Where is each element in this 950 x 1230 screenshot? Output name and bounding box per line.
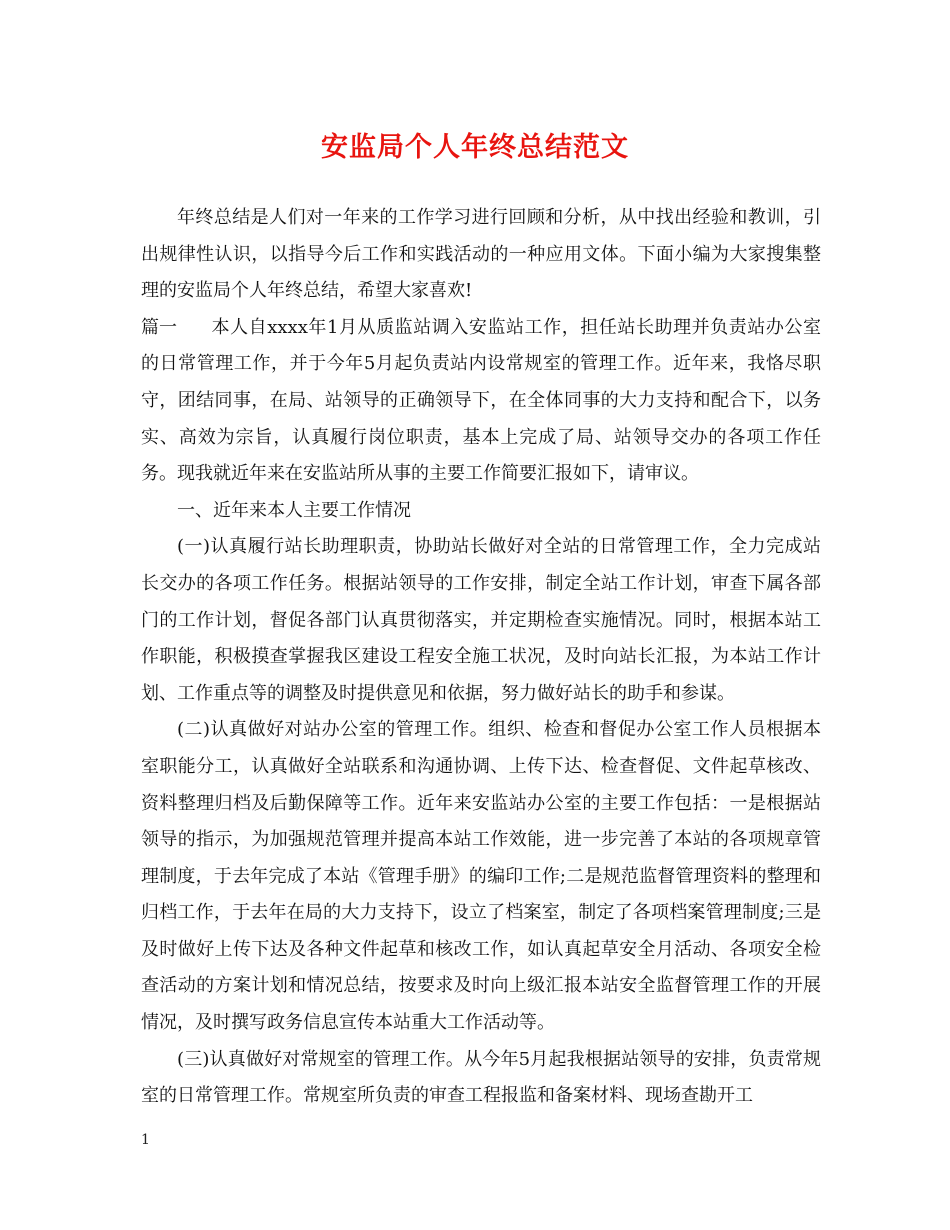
section-heading: 一、近年来本人主要工作情况 <box>177 499 411 521</box>
page-number: 1 <box>141 1132 150 1148</box>
section-text: 本人自xxxx年1月从质监站调入安监站工作，担任站长助理并负责站办公室的日常管理工作，并于今年5月起负责站内设常规室的管理工作。近年来，我恪尽职守，团结同事，在局、站领导的正确领导下，在全体同事的大力支持和配合下，以务实、高效为宗旨，认真履行岗位职责，基本上完成了局、站领导交办的各项工作任务。现我就近年来在安监站所从事的主要工作简要汇报如下，请审议。 <box>141 316 821 485</box>
intro-paragraph: 年终总结是人们对一年来的工作学习进行回顾和分析，从中找出经验和教训，引出规律性认识，以指导今后工作和实践活动的一种应用文体。下面小编为大家搜集整理的安监局个人年终总结，希望大家喜欢! <box>141 207 821 302</box>
document-body <box>141 200 821 1115</box>
document-title: 安监局个人年终总结范文 <box>321 132 629 163</box>
section-label: 篇一 <box>141 316 177 338</box>
work-item-3: (三)认真做好对常规室的管理工作。从今年5月起我根据站领导的安排，负责常规室的日常管理工作。常规室所负责的审查工程报监和备案材料、现场查勘开工 <box>141 1048 821 1107</box>
work-item-1: (一)认真履行站长助理职责，协助站长做好对全站的日常管理工作，全力完成站长交办的各项工作任务。根据站领导的工作安排，制定全站工作计划，审查下属各部门的工作计划，督促各部门认真贯彻落实，并定期检查实施情况。同时，根据本站工作职能，积极摸查掌握我区建设工程安全施工状况，及时向站长汇报，为本站工作计划、工作重点等的调整及时提供意见和依据，努力做好站长的助手和参谋。 <box>141 536 821 704</box>
work-item-2: (二)认真做好对站办公室的管理工作。组织、检查和督促办公室工作人员根据本室职能分工，认真做好全站联系和沟通协调、上传下达、检查督促、文件起草核改、资料整理归档及后勤保障等工作。近年来安监站办公室的主要工作包括：一是根据站领导的指示，为加强规范管理并提高本站工作效能，进一步完善了本站的各项规章管理制度，于去年完成了本站《管理手册》的编印工作;二是规范监督管理资料的整理和归档工作，于去年在局的大力支持下，设立了档案室，制定了各项档案管理制度;三是及时做好上传下达及各种文件起草和核改工作，如认真起草安全月活动、各项安全检查活动的方案计划和情况总结，按要求及时向上级汇报本站安全监督管理工作的开展情况，及时撰写政务信息宣传本站重大工作活动等。 <box>141 719 821 1034</box>
section-paragraph <box>141 310 821 493</box>
